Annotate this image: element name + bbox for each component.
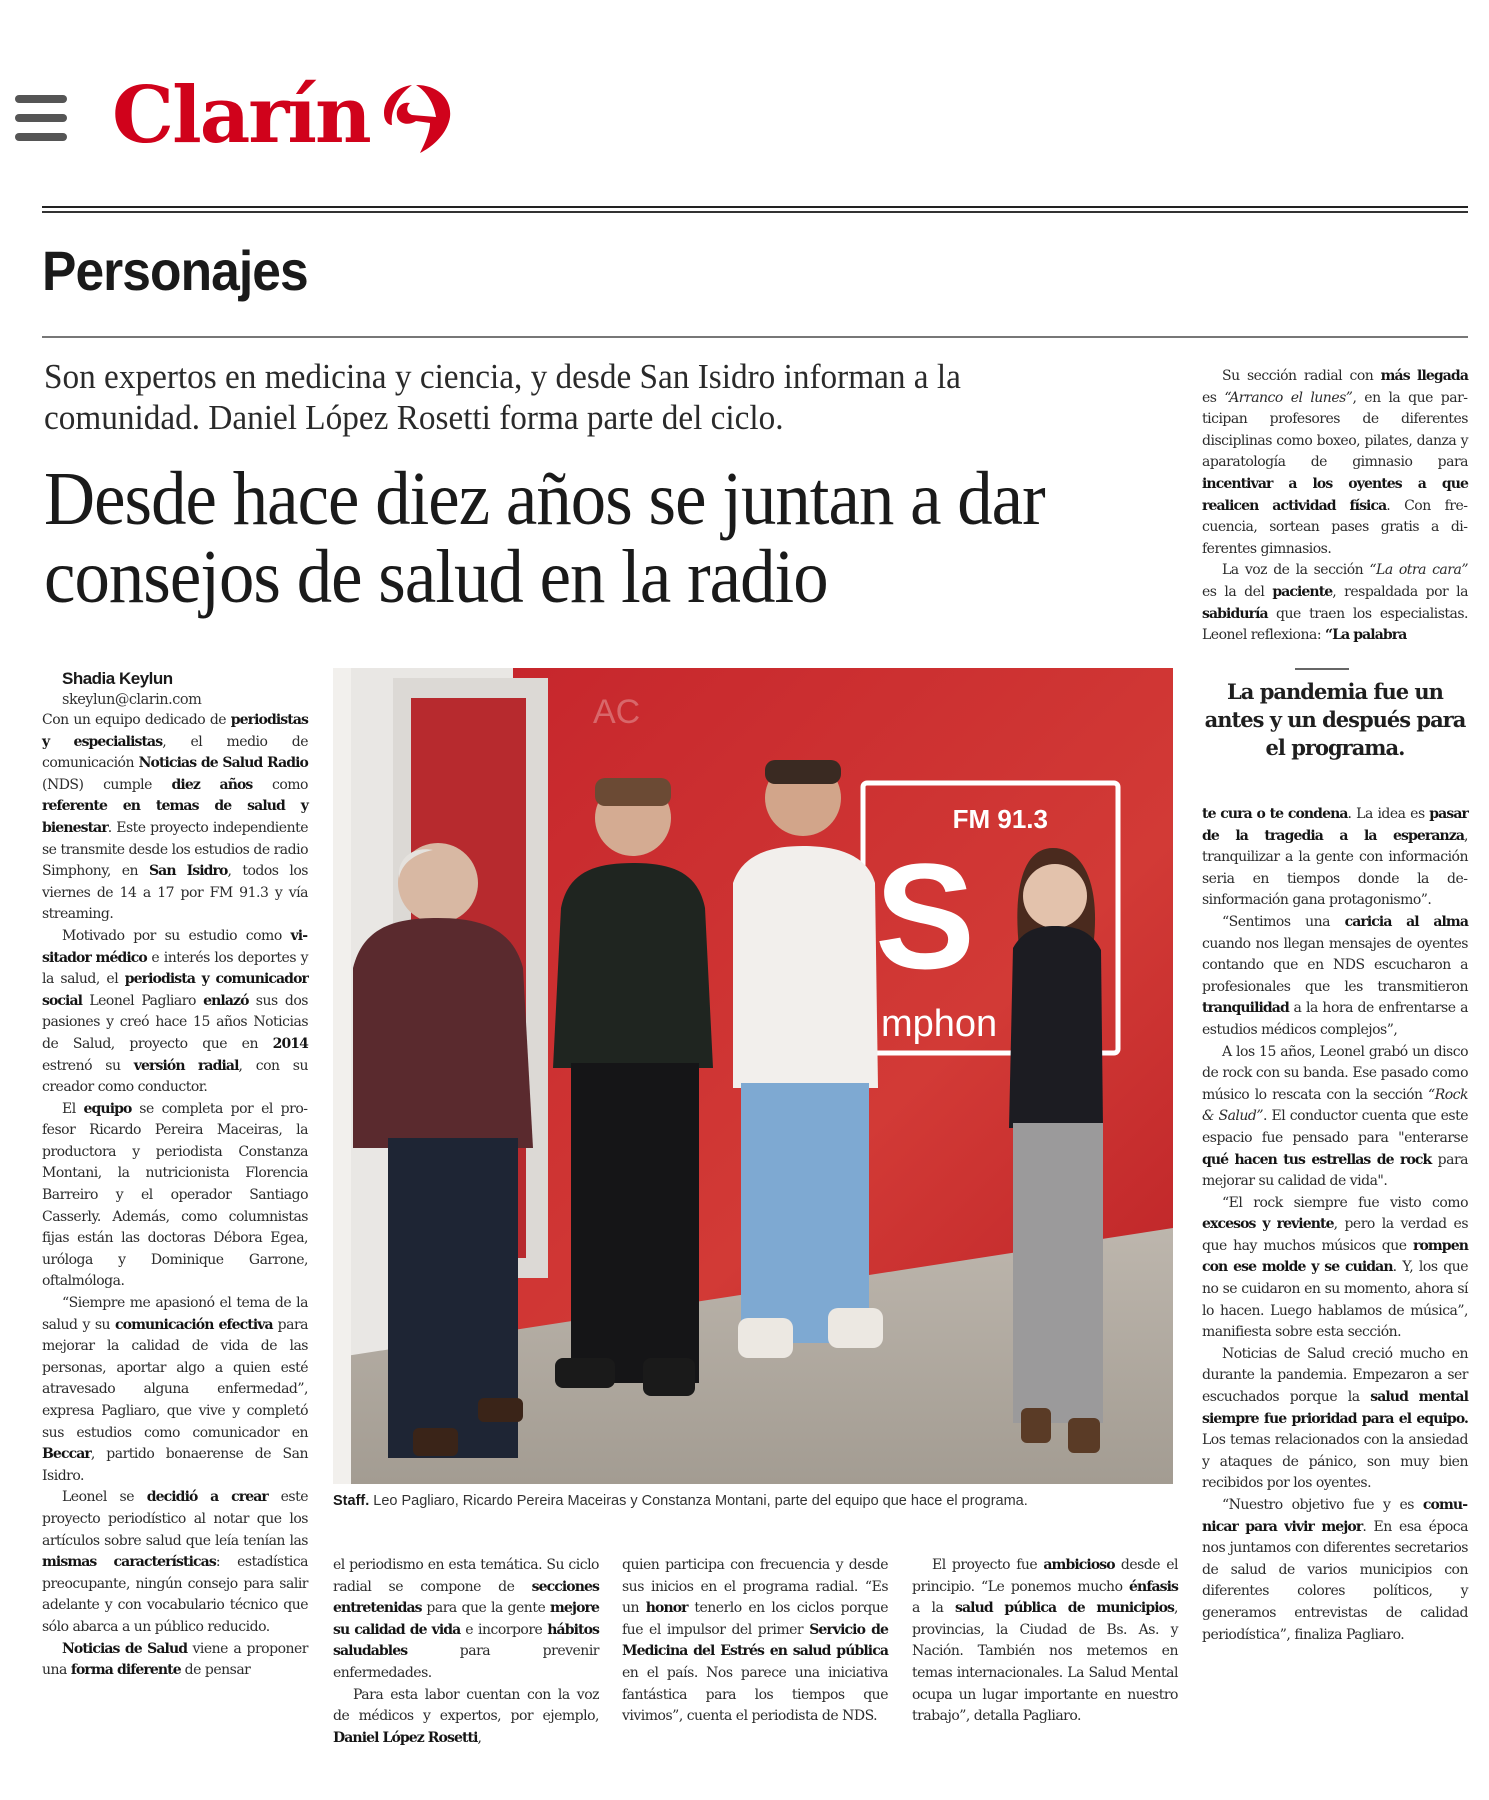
- paragraph-text: e incorpore: [460, 1621, 548, 1638]
- article-paragraph: [1202, 1344, 1468, 1495]
- paragraph-text: “El rock siempre fue visto como: [1222, 1194, 1468, 1211]
- article-paragraph: [42, 710, 308, 926]
- pullquote: La pandemia fue un antes y un después para el programa.: [1204, 679, 1466, 760]
- bold-text: hábitos saludables: [333, 1621, 599, 1660]
- paragraph-text: , el medio de comunicación: [42, 733, 308, 772]
- paragraph-text: este proyecto periodístico al notar que los artículos sobre salud que leía tenían las: [42, 1489, 308, 1549]
- sign-letter: S: [874, 832, 976, 1000]
- paragraph-text: es la del: [1202, 583, 1273, 600]
- bold-text: honor: [645, 1600, 688, 1617]
- paragraph-text: A los 15 años, Leonel grabó un disco de rock con su banda. Ese pasado como músico lo rescata con la sección: [1202, 1043, 1468, 1103]
- paragraph-text: de pensar: [180, 1662, 251, 1679]
- bold-text: rompen con ese molde y se cuidan: [1202, 1237, 1468, 1276]
- bold-text: Noticias de Salud Radio: [138, 755, 308, 772]
- article-paragraph: [42, 1487, 308, 1638]
- author-name: Shadia Keylun: [62, 669, 173, 688]
- bold-text: 2014: [272, 1035, 308, 1052]
- menu-bar: [15, 133, 67, 141]
- bold-text: más llegada: [1380, 368, 1468, 384]
- paragraph-text: (NDS) cumple: [42, 776, 172, 793]
- paragraph-text: : estadística preocupante, ningún consejo para salir adelante y con vocabulario técnico que sólo abarca a un público reducido.: [42, 1554, 309, 1635]
- paragraph-text: La voz de la sección: [1222, 562, 1370, 579]
- paragraph-text: para mejorar su calidad de vida".: [1202, 1151, 1468, 1190]
- article-paragraph: [1202, 912, 1468, 1042]
- person-4: [1009, 848, 1103, 1453]
- article-column-3: [622, 1555, 888, 1728]
- paragraph-text: para que la gente: [421, 1600, 550, 1617]
- bold-text: te cura o te condena: [1202, 806, 1348, 822]
- paragraph-text: . Y, los que no se cuidaron en su momento, ahora sí lo hacen. Luego hablamos de música”, manifiesta sobre esta sección.: [1202, 1259, 1469, 1341]
- paragraph-text: Noticias de Salud creció mucho en durante la pandemia. Empezaron a ser escuchados porque la: [1202, 1345, 1468, 1406]
- article-paragraph: [1202, 366, 1468, 560]
- paragraph-text: Motivado por su estudio como: [62, 927, 291, 944]
- article-headline: Desde hace diez años se juntan a dar consejos de salud en la radio: [44, 457, 1045, 619]
- paragraph-text: Con un equipo dedicado de: [42, 712, 231, 728]
- article-paragraph: [1202, 1495, 1468, 1646]
- bold-text: paciente: [1272, 583, 1333, 600]
- hamburger-menu-icon[interactable]: [15, 95, 67, 141]
- article-paragraph: [42, 1099, 308, 1293]
- clarin-emblem-icon: [376, 81, 454, 157]
- bold-text: diez años: [171, 776, 253, 793]
- article-paragraph: [1202, 1042, 1468, 1193]
- bold-text: mismas características: [42, 1554, 216, 1571]
- paragraph-text: Su sección radial con: [1222, 368, 1381, 384]
- paragraph-text: , tranquilizar a la gente con información seria en tiempos donde la desinformación gana protagonismo”.: [1202, 827, 1468, 909]
- sign-frequency: FM 91.3: [952, 804, 1048, 834]
- paragraph-text: . En esa época nos juntamos con diferentes secretarios de salud de varios municipios con diferentes colores políticos, y generamos entrevistas de calidad periodística”, finaliza Pagliaro.: [1202, 1518, 1468, 1643]
- paragraph-text: desde el principio. “Le ponemos mucho: [912, 1557, 1178, 1595]
- article-paragraph: [1202, 1193, 1468, 1344]
- bold-text: equipo: [83, 1100, 132, 1117]
- paragraph-text: , todos los viernes de 14 a 17 por FM 91.3 y vía streaming.: [42, 863, 308, 923]
- bold-text: qué hacen tus estrellas de rock: [1202, 1151, 1432, 1168]
- paragraph-text: a la hora de enfrentarse a estudios médicos complejos”,: [1202, 1000, 1468, 1038]
- bold-text: salud pública de municipios: [955, 1600, 1175, 1617]
- bold-text: comunicación efectiva: [115, 1316, 273, 1333]
- bold-text: secciones entretenidas: [333, 1578, 599, 1617]
- article-column-2: [333, 1555, 599, 1749]
- paragraph-text: , en la que participan profesores de diferentes disciplinas como boxeo, pilates, danza y aparatología de gimnasio para: [1202, 389, 1469, 471]
- bold-text: visitador médico: [42, 927, 308, 966]
- author-email[interactable]: skeylun@clarin.com: [62, 692, 202, 708]
- bold-text: caricia al alma: [1344, 913, 1468, 930]
- paragraph-text: estrenó su: [42, 1057, 134, 1074]
- article-paragraph: [622, 1555, 888, 1728]
- bold-text: Daniel López Rosetti: [333, 1729, 478, 1746]
- left-column: [333, 668, 351, 1484]
- bold-text: incentivar a los oyentes a que realicen actividad física: [1202, 475, 1468, 514]
- paragraph-text: , respaldada por la: [1332, 583, 1468, 600]
- bold-text: excesos y reviente: [1202, 1216, 1334, 1233]
- article-deck: Son expertos en medicina y ciencia, y desde San Isidro informan a la comunidad. Daniel López Rosetti forma parte del ciclo.: [44, 357, 961, 437]
- paragraph-text: El: [62, 1100, 84, 1117]
- bold-text: enlazó: [203, 992, 249, 1009]
- caption-lead: Staff.: [333, 1493, 370, 1509]
- clarin-logo[interactable]: [112, 70, 454, 162]
- article-paragraph: [333, 1555, 599, 1685]
- paragraph-text: . La idea es: [1347, 806, 1430, 822]
- bold-text: “La palabra: [1325, 627, 1407, 644]
- caption-text: Leo Pagliaro, Ricardo Pereira Maceiras y Constanza Montani, parte del equipo que hace el programa.: [369, 1493, 1028, 1509]
- bold-text: ambicioso: [1043, 1557, 1115, 1573]
- paragraph-text: tenerlo en los ciclos porque fue el impulsor del primer: [622, 1600, 888, 1638]
- bold-text: comunicar para vivir mejor: [1202, 1497, 1468, 1535]
- paragraph-text: Leonel se: [62, 1489, 147, 1506]
- article-paragraph: [42, 1639, 308, 1682]
- paragraph-text: que traen los especialistas. Leonel reflexiona:: [1202, 605, 1468, 644]
- paragraph-text: es: [1202, 389, 1225, 406]
- paragraph-text: Para esta labor cuentan con la voz de médicos y expertos, por ejemplo,: [333, 1686, 599, 1725]
- article-paragraph: [42, 926, 308, 1099]
- studio-photo-illustration: [333, 668, 1173, 1484]
- paragraph-text: . Este proyecto independiente se transmite desde los estudios de radio Simphony, en: [42, 819, 308, 880]
- italic-text: “Arranco el lunes”: [1224, 389, 1353, 406]
- bold-text: referente en temas de salud y bienestar: [42, 798, 308, 836]
- sign-text: mphon: [881, 1003, 998, 1045]
- logo-text: Clarín: [112, 70, 370, 161]
- paragraph-text: a la: [912, 1600, 955, 1617]
- paragraph-text: . El conductor cuenta que este espacio fue pensado para "enterarse: [1202, 1108, 1468, 1146]
- article-paragraph: [42, 1293, 308, 1487]
- bold-text: versión radial: [133, 1057, 239, 1074]
- paragraph-text: quien participa con frecuencia y desde sus inicios en el programa radial. “Es un: [622, 1557, 888, 1617]
- paragraph-text: , con su creador como conductor.: [42, 1057, 309, 1096]
- pullquote-rule: [1295, 668, 1349, 670]
- header-rule-top: [42, 206, 1468, 208]
- paragraph-text: e interés los deportes y la salud, el: [42, 949, 308, 988]
- article-column-5-bottom: [1202, 804, 1468, 1646]
- bold-text: tranquilidad: [1202, 1000, 1289, 1017]
- paragraph-text: , partido bonaerense de San Isidro.: [42, 1446, 308, 1484]
- menu-bar: [15, 114, 67, 122]
- bold-text: San Isidro: [148, 863, 228, 880]
- paragraph-text: . Con frecuencia, sortean pases gratis a diferentes gimnasios.: [1202, 497, 1468, 557]
- paragraph-text: viene a proponer una: [42, 1640, 308, 1679]
- paragraph-text: Leonel Pagliaro: [82, 992, 204, 1009]
- section-rule: [42, 336, 1468, 338]
- paragraph-text: el periodismo en esta temática. Su ciclo radial se compone de: [333, 1557, 599, 1595]
- paragraph-text: en el país. Nos parece una iniciativa fantástica para los tiempos que vivimos”, cuenta el periodista de NDS.: [622, 1664, 888, 1725]
- italic-text: “Rock & Salud”: [1202, 1086, 1468, 1125]
- menu-bar: [15, 95, 67, 103]
- paragraph-text: como: [252, 776, 308, 793]
- paragraph-text: se completa por el profesor Ricardo Pereira Maceiras, la productora y periodista Constanza Montani, la nutricionista Florencia Barreiro y el operador Santiago Casserly. Además, como columnistas fijas están las doctoras Débora Egea, uróloga y Dominique Garrone, oftalmóloga.: [42, 1100, 308, 1290]
- article-paragraph: [333, 1685, 599, 1750]
- bold-text: periodista y comunicador social: [42, 971, 308, 1009]
- paragraph-text: “Sentimos una: [1222, 913, 1345, 930]
- wall-text: AC: [593, 693, 641, 731]
- paragraph-text: para mejorar la calidad de vida de las personas, aportar algo a quien esté atravesado alguna enfermedad”, expresa Pagliaro, que vive y completó sus estudios como comunicador en: [42, 1316, 308, 1441]
- bold-text: énfasis: [1129, 1578, 1178, 1595]
- article-paragraph: [1202, 804, 1468, 912]
- photo-caption: [333, 1492, 1183, 1510]
- bold-text: Beccar: [42, 1446, 91, 1463]
- bold-text: sabiduría: [1202, 605, 1268, 622]
- paragraph-text: , pero la verdad es que hay muchos músicos que: [1202, 1216, 1468, 1254]
- paragraph-text: “Nuestro objetivo fue y es: [1222, 1497, 1423, 1513]
- paragraph-text: ,: [477, 1729, 482, 1746]
- article-column-4: [912, 1555, 1178, 1728]
- paragraph-text: El proyecto fue: [932, 1557, 1044, 1573]
- article-paragraph: [1202, 560, 1468, 646]
- bold-text: Noticias de Salud: [62, 1640, 188, 1657]
- bold-text: mejore su calidad de vida: [333, 1600, 599, 1638]
- paragraph-text: Los temas relacionados con la ansiedad y ataques de pánico, son muy bien recibidos por los oyentes.: [1202, 1432, 1468, 1492]
- paragraph-text: cuando nos llegan mensajes de oyentes contando que en NDS escucharon a profesionales que les transmitieron: [1202, 935, 1468, 995]
- bold-text: periodistas y especialistas: [42, 712, 308, 750]
- bold-text: pasar de la tragedia a la esperanza: [1202, 806, 1468, 844]
- bold-text: decidió a crear: [146, 1489, 268, 1506]
- paragraph-text: “Siempre me apasionó el tema de la salud y su: [42, 1295, 308, 1333]
- paragraph-text: , provincias, la Ciudad de Bs. As. y Nación. También nos metemos en temas internacionales. La Salud Mental ocupa un lugar importante en nuestro trabajo”, detalla Pagliaro.: [912, 1600, 1178, 1725]
- italic-text: “La otra cara”: [1369, 562, 1468, 579]
- article-column-1: [42, 668, 308, 1682]
- paragraph-text: sus dos pasiones y creó hace 15 años Noticias de Salud, proyecto que en: [42, 992, 308, 1052]
- column-1-body: [42, 710, 308, 1682]
- bold-text: salud mental siempre fue prioridad para el equipo.: [1202, 1389, 1468, 1427]
- article-paragraph: [912, 1555, 1178, 1728]
- article-photo: [333, 668, 1173, 1484]
- paragraph-text: para prevenir enfermedades.: [333, 1643, 599, 1681]
- section-title: Personajes: [42, 239, 308, 302]
- article-column-5-top: [1202, 366, 1468, 647]
- bold-text: Servicio de Medicina del Estrés en salud pública: [622, 1621, 888, 1660]
- bold-text: forma diferente: [70, 1662, 181, 1679]
- header-rule-bottom: [42, 211, 1468, 213]
